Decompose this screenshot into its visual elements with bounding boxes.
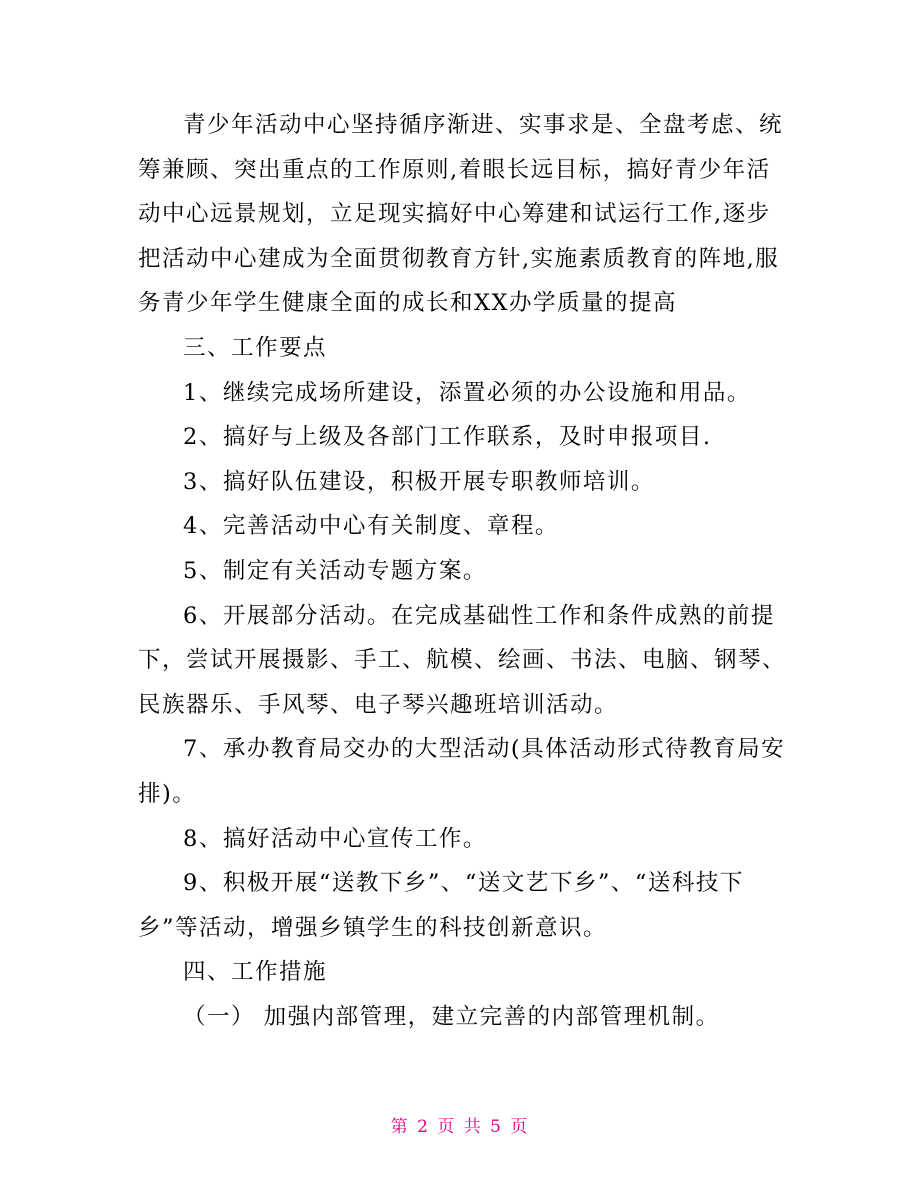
list-item-8: 8、搞好活动中心宣传工作。 xyxy=(183,825,487,852)
list-item-9: 9、积极开展“送教下乡”、“送文艺下乡”、“送科技下乡”等活动，增强乡镇学生的科技创新意识。 xyxy=(138,870,744,941)
list-item-3: 3、搞好队伍建设，积极开展专职教师培训。 xyxy=(183,468,655,495)
list-item-4: 4、完善活动中心有关制度、章程。 xyxy=(183,513,559,540)
intro-paragraph: 青少年活动中心坚持循序渐进、实事求是、全盘考虑、统筹兼顾、突出重点的工作原则,着眼长远目标，搞好青少年活动中心远景规划，立足现实搞好中心筹建和试运行工作,逐步把活动中心建成为全面贯彻教育方针,实施素质教育的阵地,服务青少年学生健康全面的成长和XX办学质量的提高 xyxy=(138,112,784,317)
list-item-2: 2、搞好与上级及各部门工作联系，及时申报项目. xyxy=(183,424,712,451)
list-item-5: 5、制定有关活动专题方案。 xyxy=(183,557,487,584)
list-item-6: 6、开展部分活动。在完成基础性工作和条件成熟的前提下，尝试开展摄影、手工、航模、绘画、书法、电脑、钢琴、民族器乐、手风琴、电子琴兴趣班培训活动。 xyxy=(138,602,787,718)
document-body xyxy=(138,103,788,1039)
list-item-7: 7、承办教育局交办的大型活动(具体活动形式待教育局安排)。 xyxy=(138,736,786,807)
sub-heading-1: （一） 加强内部管理，建立完善的内部管理机制。 xyxy=(183,1003,720,1030)
section-heading-work-points: 三、工作要点 xyxy=(183,334,328,361)
list-item-1: 1、继续完成场所建设，添置必须的办公设施和用品。 xyxy=(183,379,751,406)
page-number-footer: 第 2 页 共 5 页 xyxy=(390,1117,530,1137)
section-heading-measures: 四、工作措施 xyxy=(183,959,328,986)
